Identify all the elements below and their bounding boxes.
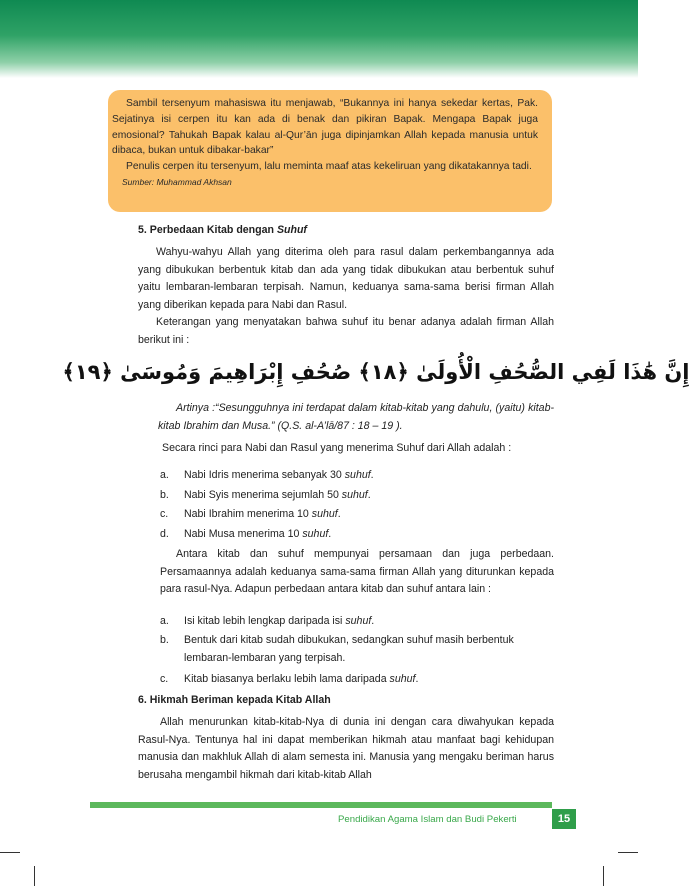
verse-translation bbox=[120, 400, 554, 435]
section-5-paragraph-2-text: Keterangan yang menyatakan bahwa suhuf itu benar adanya adalah firman Allah berikut ini : bbox=[138, 316, 554, 346]
section-6-paragraph-1 bbox=[120, 714, 554, 784]
section-5-heading bbox=[120, 222, 554, 240]
suhuf-list-intro-text: Secara rinci para Nabi dan Rasul yang menerima Suhuf dari Allah adalah : bbox=[162, 442, 512, 454]
story-callout-text bbox=[112, 96, 538, 189]
footer-book-title: Pendidikan Agama Islam dan Budi Pekerti bbox=[338, 814, 517, 825]
crop-mark bbox=[618, 852, 638, 853]
callout-paragraph-1: Sambil tersenyum mahasiswa itu menjawab, “Bukannya ini hanya sekedar kertas, Pak. Sejatinya isi cerpen itu kan ada di benak dan pikiran Bapak. Mengapa Bapak juga emosional? Tahukah Bapak kalau al-Qur’ān juga dipinjamkan Allah kepada manusia untuk dibaca, bukan untuk dibakar-bakar” bbox=[112, 98, 538, 157]
section-6-paragraph-1-text: Allah menurunkan kitab-kitab-Nya di dunia ini dengan cara diwahyukan kepada Rasul-Nya. Tentunya hal ini dapat memberikan hikmah atau manfaat bagi kehidupan manusia dan makhluk Allah di alam semesta ini. Manusia yang mengaku beriman harus berusaha mengambil hikmah dari kitab-kitab Allah bbox=[138, 716, 554, 781]
callout-paragraph-2: Penulis cerpen itu tersenyum, lalu meminta maaf atas kekeliruan yang dikatakannya tadi. bbox=[126, 161, 532, 173]
crop-mark bbox=[34, 866, 35, 886]
difference-list bbox=[120, 612, 554, 688]
section-5-paragraph-3 bbox=[120, 546, 554, 599]
section-5-paragraph-1 bbox=[120, 244, 554, 314]
list-item: b. Nabi Syis menerima sejumlah 50 suhuf. bbox=[160, 488, 371, 501]
section-5-paragraph-1-text: Wahyu-wahyu Allah yang diterima oleh para rasul dalam perkembangannya ada yang dibukukan berbentuk kitab dan ada yang tidak dibukukan atau berbentuk suhuf yaitu lembaran-lembaran terpisah. Namun, keduanya sama-sama berisi firman Allah yang diberikan kepada para Nabi dan Rasul. bbox=[138, 246, 554, 311]
quran-verse-text: إِنَّ هَٰذَا لَفِي الصُّحُفِ الْأُولَىٰ ﴿١٨﴾ صُحُفِ إِبْرَاهِيمَ وَمُوسَىٰ ﴿١٩﴾ bbox=[62, 360, 690, 384]
crop-mark bbox=[0, 852, 20, 853]
verse-translation-text: Artinya :“Sesungguhnya ini terdapat dalam kitab-kitab yang dahulu, (yaitu) kitab-kitab Ibrahim dan Musa.” (Q.S. al-A’lā/87 : 18 – 19 ). bbox=[158, 402, 554, 432]
callout-source: Sumber: Muhammad Akhsan bbox=[122, 176, 232, 187]
list-item: a. Nabi Idris menerima sebanyak 30 suhuf. bbox=[160, 469, 374, 481]
section-6-heading bbox=[120, 692, 554, 710]
list-item: a. Isi kitab lebih lengkap daripada isi suhuf. bbox=[160, 615, 375, 627]
list-item: c. Kitab biasanya berlaku lebih lama daripada suhuf. bbox=[160, 672, 419, 685]
section-5-paragraph-3-text: Antara kitab dan suhuf mempunyai persamaan dan juga perbedaan. Persamaannya adalah keduanya sama-sama firman Allah yang diturunkan kepada para rasul-Nya. Adapun perbedaan antara kitab dan suhuf antara lain : bbox=[160, 548, 554, 595]
footer-rule bbox=[90, 802, 552, 808]
quran-verse bbox=[62, 353, 690, 391]
list-item: b. Bentuk dari kitab sudah dibukukan, sedangkan suhuf masih berbentuk lembaran-lembaran yang terpisah. bbox=[160, 633, 514, 664]
section-5-paragraph-2 bbox=[120, 314, 554, 349]
header-band bbox=[0, 0, 638, 78]
crop-mark bbox=[603, 866, 604, 886]
list-item: c. Nabi Ibrahim menerima 10 suhuf. bbox=[160, 508, 341, 520]
section-6-heading-text: 6. Hikmah Beriman kepada Kitab Allah bbox=[138, 694, 331, 706]
list-item: d. Nabi Musa menerima 10 suhuf. bbox=[160, 527, 332, 540]
section-5-heading-italic: Suhuf bbox=[276, 224, 307, 236]
suhuf-list-intro bbox=[120, 440, 554, 458]
page-number-badge: 15 bbox=[552, 809, 576, 829]
suhuf-recipient-list bbox=[120, 466, 554, 544]
section-5-heading-text: 5. Perbedaan Kitab dengan bbox=[138, 224, 277, 236]
